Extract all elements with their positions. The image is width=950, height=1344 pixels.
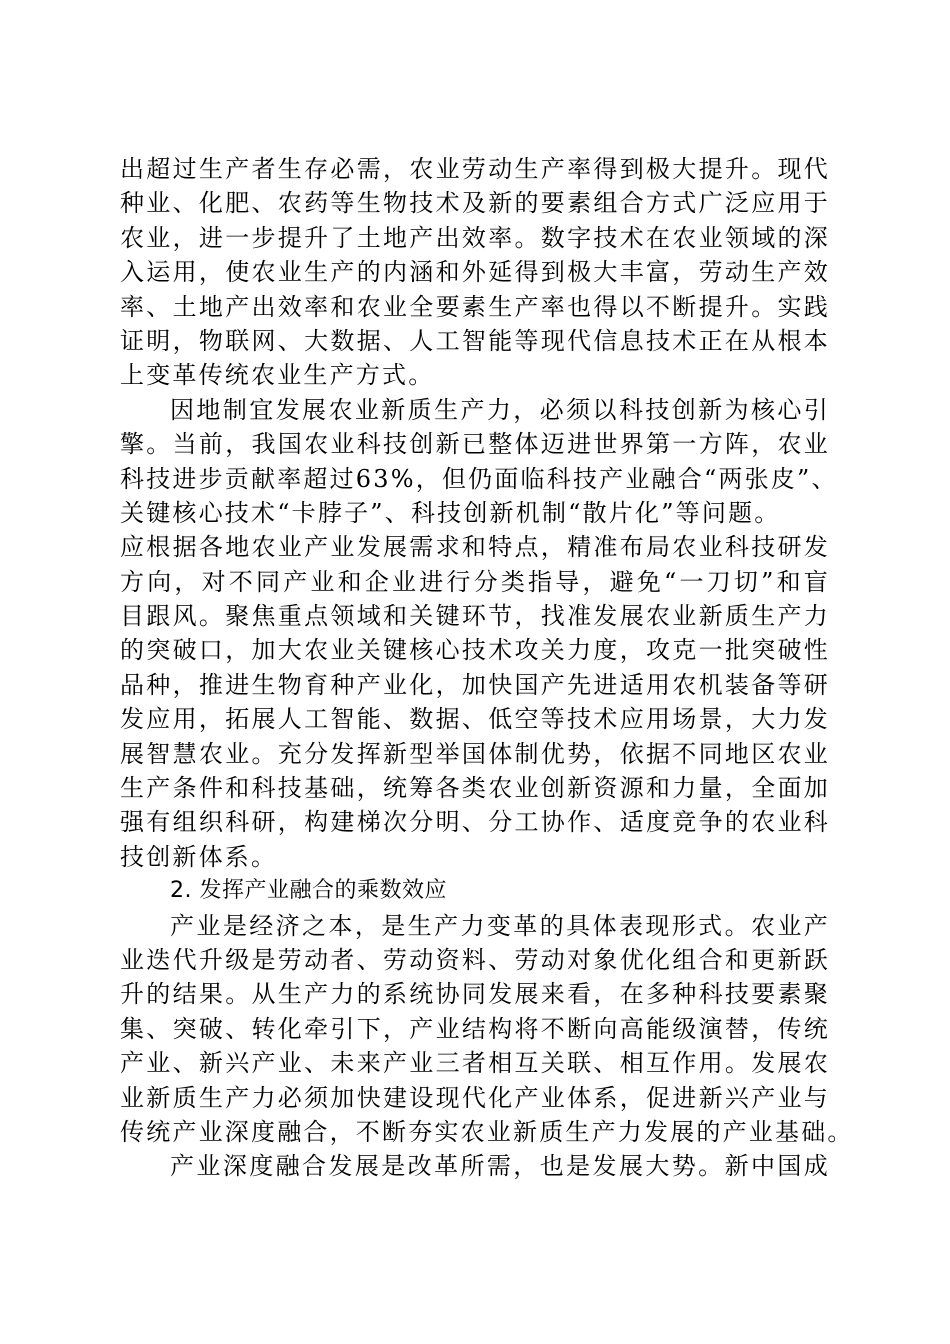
text-line: 品种，推进生物育种产业化，加快国产先进适用农机装备等研 <box>120 670 830 699</box>
text-line: 科技进步贡献率超过63%，但仍面临科技产业融合“两张皮”、 <box>120 464 838 493</box>
text-line: 应根据各地农业产业发展需求和特点，精准布局农业科技研发 <box>120 533 830 562</box>
body-text <box>120 152 854 1184</box>
text-line: 集、突破、转化牵引下，产业结构将不断向高能级演替，传统 <box>120 1014 830 1043</box>
text-line: 证明，物联网、大数据、人工智能等现代信息技术正在从根本 <box>120 326 830 355</box>
text-line: 产业、新兴产业、未来产业三者相互关联、相互作用。发展农 <box>120 1049 830 1078</box>
text-line: 产业是经济之本，是生产力变革的具体表现形式。农业产 <box>170 911 830 940</box>
text-line: 方向，对不同产业和企业进行分类指导，避免“一刀切”和盲 <box>120 567 830 596</box>
text-line: 目跟风。聚焦重点领域和关键环节，找准发展农业新质生产力 <box>120 602 830 631</box>
text-line: 出超过生产者生存必需，农业劳动生产率得到极大提升。现代 <box>120 155 830 183</box>
text-line: 关键核心技术“卡脖子”、科技创新机制“散片化”等问题。 <box>120 498 781 527</box>
section-heading: 2. 发挥产业融合的乘数效应 <box>170 878 447 904</box>
text-line: 业新质生产力必须加快建设现代化产业体系，促进新兴产业与 <box>120 1083 830 1112</box>
text-line: 产业深度融合发展是改革所需，也是发展大势。新中国成 <box>170 1152 830 1181</box>
text-line: 擎。当前，我国农业科技创新已整体迈进世界第一方阵，农业 <box>120 430 830 459</box>
text-line: 发应用，拓展人工智能、数据、低空等技术应用场景，大力发 <box>120 705 830 734</box>
text-line: 传统产业深度融合，不断夯实农业新质生产力发展的产业基础。 <box>120 1117 854 1146</box>
text-line: 入运用，使农业生产的内涵和外延得到极大丰富，劳动生产效 <box>120 258 830 287</box>
text-line: 展智慧农业。充分发挥新型举国体制优势，依据不同地区农业 <box>120 739 830 768</box>
text-line: 上变革传统农业生产方式。 <box>120 361 435 390</box>
text-line: 业迭代升级是劳动者、劳动资料、劳动对象优化组合和更新跃 <box>120 945 830 974</box>
text-line: 率、土地产出效率和农业全要素生产率也得以不断提升。实践 <box>120 292 830 321</box>
text-line: 生产条件和科技基础，统筹各类农业创新资源和力量，全面加 <box>120 774 830 803</box>
text-line: 种业、化肥、农药等生物技术及新的要素组合方式广泛应用于 <box>120 189 830 218</box>
text-line: 因地制宜发展农业新质生产力，必须以科技创新为核心引 <box>170 395 830 424</box>
text-line: 农业，进一步提升了土地产出效率。数字技术在农业领域的深 <box>120 223 830 252</box>
text-line: 的突破口，加大农业关键核心技术攻关力度，攻克一批突破性 <box>120 636 830 665</box>
text-line: 升的结果。从生产力的系统协同发展来看，在多种科技要素聚 <box>120 980 830 1009</box>
text-line: 强有组织科研，构建梯次分明、分工协作、适度竞争的农业科 <box>120 808 830 837</box>
text-line: 技创新体系。 <box>120 842 278 871</box>
